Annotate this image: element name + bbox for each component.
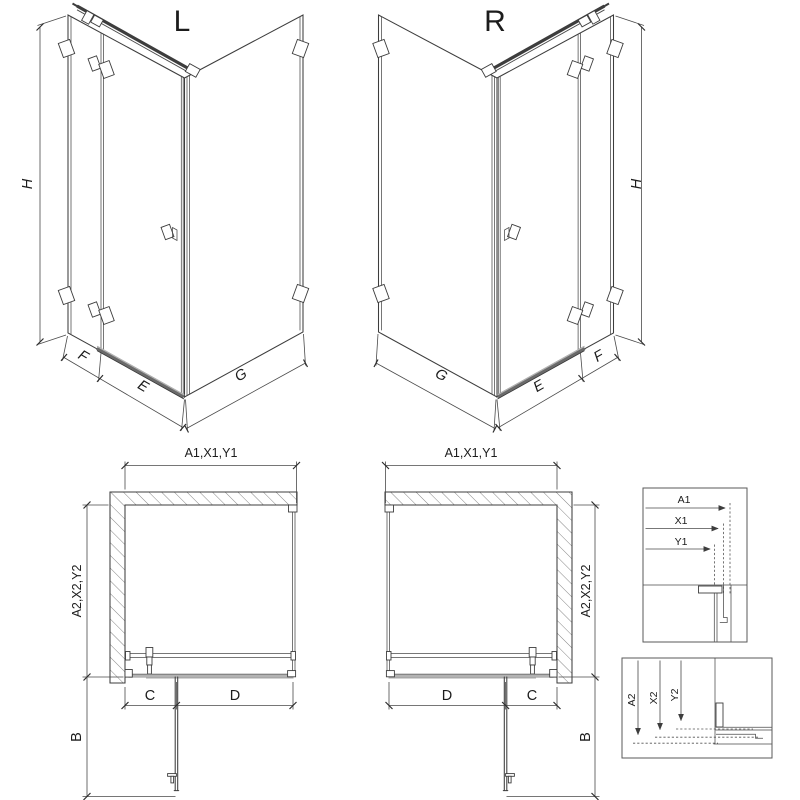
- detail-x2-label: X2: [648, 691, 660, 705]
- dim-label-fixed-right: F: [591, 347, 607, 366]
- door-swing-label-right: B: [578, 732, 594, 742]
- detail-x1-label: X1: [674, 515, 688, 527]
- dim-label-door-left: E: [134, 377, 152, 396]
- plan-door-label-right: D: [441, 688, 453, 704]
- plan-depth-dims-left: A2,X2,Y2: [70, 564, 84, 618]
- plan-door-label-left: D: [229, 688, 241, 704]
- wall-hatch-right-plan: [385, 492, 572, 683]
- dim-label-side-left: G: [232, 365, 250, 386]
- detail-y1-label: Y1: [674, 536, 688, 548]
- detail-a1-label: A1: [677, 494, 691, 506]
- iso-view-left: [37, 4, 309, 433]
- plan-fixed-label-left: C: [144, 688, 156, 704]
- plan-width-dims-right: A1,X1,Y1: [444, 446, 498, 460]
- plan-fixed-label-right: C: [526, 688, 538, 704]
- variant-label-left: L: [173, 5, 191, 38]
- detail-a2-label: A2: [626, 693, 638, 707]
- variant-label-right: R: [484, 5, 506, 38]
- wall-hatch-left-plan: [110, 492, 297, 683]
- dim-label-door-right: E: [530, 377, 548, 396]
- plan-width-dims-left: A1,X1,Y1: [184, 446, 238, 460]
- detail-y2-label: Y2: [669, 688, 681, 702]
- dim-label-height-left: H: [20, 178, 36, 190]
- dim-label-height-right: H: [629, 178, 645, 190]
- door-swing-label-left: B: [69, 732, 85, 742]
- detail-box-width: [643, 488, 747, 642]
- dim-label-side-right: G: [432, 365, 450, 386]
- iso-view-right: [373, 4, 645, 433]
- dim-label-fixed-left: F: [75, 347, 91, 366]
- plan-depth-dims-right: A2,X2,Y2: [579, 564, 593, 618]
- detail-box-depth: [622, 658, 772, 758]
